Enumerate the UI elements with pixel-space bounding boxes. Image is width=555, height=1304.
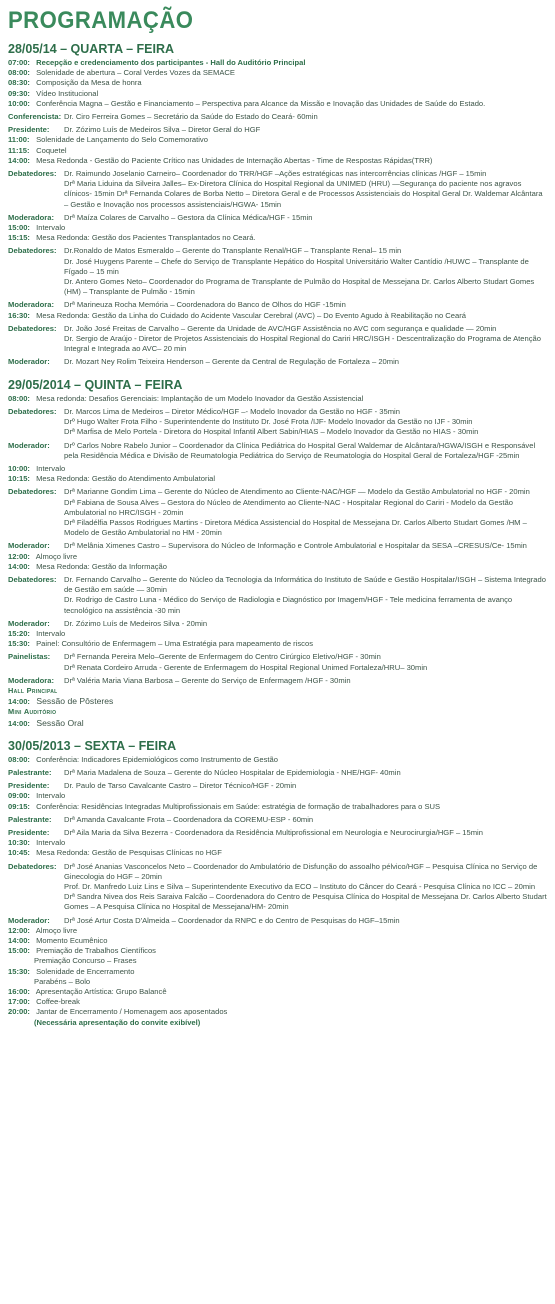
role-lines <box>64 828 547 838</box>
role-lines <box>64 357 547 367</box>
role-label: Painelistas: <box>8 652 51 662</box>
schedule-item <box>8 629 547 639</box>
schedule-item <box>8 802 547 812</box>
role-label: Moderadora: <box>8 675 54 685</box>
role-line: Drº Carlos Nobre Rabelo Junior – Coordenador da Clínica Pediátrica do Hospital Geral Waldemar de Alcântara/HGWA/ISGH e Responsável pela Residência Médica e Divisão de Reumatologia Pediátrica do Serviço de Reumatologia do Hospital Geral de Fortaleza/HGF -25min <box>64 440 536 460</box>
day-heading: 30/05/2013 – SEXTA – FEIRA <box>8 738 177 753</box>
schedule-item <box>8 78 547 88</box>
item-text: Intervalo <box>34 463 66 473</box>
item-time: 20:00: <box>8 1007 30 1017</box>
item-text: Coffee-break <box>34 997 80 1007</box>
item-text: Mesa Redonda: Gestão dos Pacientes Transplantados no Ceará. <box>34 233 256 243</box>
role-label: Presidente: <box>8 781 50 791</box>
role-label: Moderador: <box>8 357 50 367</box>
role-lines <box>64 213 547 223</box>
schedule-item <box>8 936 547 946</box>
role-block <box>8 112 547 122</box>
role-line: Dr. Fernando Carvalho – Gerente do Núcleo da Tecnologia da Informática do Instituto de Saúde e Gestão Hospitalar/ISGH – Sistema Integrado de Gestão em saúde — 30min <box>64 574 546 595</box>
role-line: Drª José Artur Costa D'Almeida – Coordenador da RNPC e do Centro de Pesquisas do HGF–15min <box>64 915 400 925</box>
role-label: Palestrante: <box>8 814 52 824</box>
role-line: Dr. Paulo de Tarso Cavalcante Castro – Diretor Técnico/HGF - 20min <box>64 781 297 791</box>
role-block <box>8 125 547 135</box>
item-time: 15:30: <box>8 966 30 976</box>
role-lines <box>64 652 547 672</box>
role-line: Drª Amanda Cavalcante Frota – Coordenadora da COREMU-ESP - 60min <box>64 814 314 824</box>
page-title: PROGRAMAÇÃO <box>8 7 194 34</box>
item-time: 10:45: <box>8 848 30 858</box>
item-text: Conferência Magna – Gestão e Financiamento – Perspectiva para Alcance da Missão e Inovação das Unidades de Saúde do Estado. <box>34 98 486 108</box>
item-text: Coquetel <box>34 145 67 155</box>
item-time: 10:00: <box>8 98 30 108</box>
role-line: Drª Marineuza Rocha Memória – Coordenadora do Banco de Olhos do HGF -15min <box>64 300 346 310</box>
schedule-item <box>8 718 547 729</box>
schedule-item <box>8 311 547 321</box>
role-block <box>8 676 547 686</box>
role-lines <box>64 441 547 461</box>
item-time: 10:00: <box>8 463 30 473</box>
schedule-item <box>8 848 547 858</box>
role-lines <box>64 246 547 297</box>
role-label: Debatedores: <box>8 246 57 256</box>
schedule-item <box>8 394 547 404</box>
role-block <box>8 324 547 355</box>
schedule-item <box>8 926 547 936</box>
item-time: 17:00: <box>8 997 30 1007</box>
role-line: Drª Marfisa de Melo Portela - Diretora do Hospital Infantil Albert Sabin/HIAS – Modelo Inovador da Gestão no HIAS - 30min <box>64 427 479 437</box>
role-lines <box>64 916 547 926</box>
item-text: Apresentação Artística: Grupo Balancê <box>34 987 167 997</box>
item-text: Intervalo <box>34 223 66 233</box>
item-time: 12:00: <box>8 551 30 561</box>
item-text: Almoço livre <box>34 925 78 935</box>
role-line: Drª Filadélfia Passos Rodrigues Martins - Diretora Médica Assistencial do Hospital de Messejana Dr. Carlos Alberto Studart Gomes /HM – Modelo de Gestão Ambulatorial no HM - 20min <box>64 517 527 538</box>
role-label: Presidente: <box>8 125 50 135</box>
item-text: Jantar de Encerramento / Homenagem aos aposentados <box>34 1007 228 1017</box>
item-time: 14:00: <box>8 155 30 165</box>
role-label: Moderador: <box>8 915 50 925</box>
schedule-item <box>8 233 547 243</box>
item-text: Sessão Oral <box>34 717 84 728</box>
venue-label: Hall Principal <box>8 685 58 695</box>
venue-label: Mini Auditório <box>8 707 57 717</box>
role-line: Drª Marianne Gondim Lima – Gerente do Núcleo de Atendimento ao Cliente-NAC/HGF — Modelo da Gestão Ambulatorial no HGF - 20min <box>64 487 530 497</box>
role-lines <box>64 112 547 122</box>
item-time: 15:00: <box>8 946 30 956</box>
item-text: Intervalo <box>34 628 66 638</box>
schedule-item <box>8 997 547 1007</box>
role-label: Palestrante: <box>8 767 52 777</box>
schedule-item <box>8 696 547 707</box>
schedule-item <box>8 838 547 848</box>
item-text: Almoço livre <box>34 551 78 561</box>
role-block <box>8 768 547 778</box>
role-label: Moderador: <box>8 440 50 450</box>
item-time: 09:15: <box>8 801 30 811</box>
item-text: Vídeo Institucional <box>34 88 99 98</box>
item-text: Mesa Redonda: Gestão do Atendimento Ambulatorial <box>34 474 216 484</box>
role-label: Moderadora: <box>8 300 54 310</box>
schedule-item <box>8 755 547 765</box>
item-text: Painel: Consultório de Enfermagem – Uma Estratégia para mapeamento de riscos <box>34 639 313 649</box>
item-time: 16:00: <box>8 987 30 997</box>
item-text: Conferência: Residências Integradas Multiprofissionais em Saúde: estratégia de formação de trabalhadores para o SUS <box>34 801 441 811</box>
schedule-item <box>8 223 547 233</box>
item-text: Sessão de Pôsteres <box>34 696 114 707</box>
role-line: Drª Melânia Ximenes Castro – Supervisora do Núcleo de Informação e Controle Ambulatorial e Hospitalar da SESA –CRESUS/Ce- 15min <box>64 541 527 551</box>
role-block <box>8 916 547 926</box>
role-block <box>8 619 547 629</box>
role-line: Dr.Ronaldo de Matos Esmeraldo – Gerente do Transplante Renal/HGF – Transplante Renal– 15 min <box>64 246 402 256</box>
item-text: Composição da Mesa de honra <box>34 78 142 88</box>
item-time: 14:00: <box>8 697 30 707</box>
role-line: Dr. Ciro Ferreira Gomes – Secretário da Saúde do Estado do Ceará- 60min <box>64 112 318 122</box>
role-line: Drª Maria Liduina da Silveira Jalles– Ex-Diretora Clínica do Hospital Regional da UNIMED (HRU) —Segurança do paciente nos agravos clínicos- 15min Drª Fernanda Colares de Borba Netto – Diretora Geral e de Processos Assistenciais do Hospital Geral Dr. Waldemar Alcântara – Gestão e Inovação nos processos assistenciais/HGWA- 15min <box>64 179 543 209</box>
role-block <box>8 213 547 223</box>
role-line: Drª Valéria Maria Viana Barbosa – Gerente do Serviço de Enfermagem /HGF - 30min <box>64 675 351 685</box>
role-lines <box>64 300 547 310</box>
day-separator <box>8 368 547 376</box>
schedule-item <box>8 552 547 562</box>
role-line: Dr. Antero Gomes Neto– Coordenador do Programa de Transplante de Pulmão do Hospital de Messejana Dr. Carlos Alberto Studart Gomes (HM) – Transplante de Pulmão - 15min <box>64 277 535 297</box>
role-block <box>8 357 547 367</box>
schedule-item <box>8 146 547 156</box>
schedule-item <box>8 562 547 572</box>
role-lines <box>64 575 547 616</box>
item-time: 11:00: <box>8 135 30 145</box>
role-label: Debatedores: <box>8 487 57 497</box>
sub-item: Parabéns – Bolo <box>34 976 91 986</box>
item-text: Mesa Redonda: Gestão da Linha do Cuidado do Acidente Vascular Cerebral (AVC) – Do Evento Agudo à Reabilitação no Ceará <box>34 310 466 320</box>
item-time: 15:15: <box>8 233 30 243</box>
role-lines <box>64 768 547 778</box>
schedule-item <box>8 474 547 484</box>
schedule-item <box>8 58 547 68</box>
role-line: Drª Fernanda Pereira Melo–Gerente de Enfermagem do Centro Cirúrgico Eletivo/HGF - 30min <box>64 652 381 662</box>
item-text: Solenidade de abertura – Coral Verdes Vozes da SEMACE <box>34 68 235 78</box>
role-label: Conferencista: <box>8 112 62 122</box>
role-lines <box>64 676 547 686</box>
role-line: Dr. Marcos Lima de Medeiros – Diretor Médico/HGF –- Modelo Inovador da Gestão no HGF - 35min <box>64 406 400 416</box>
role-label: Moderador: <box>8 541 50 551</box>
role-label: Debatedores: <box>8 169 57 179</box>
role-line: Drª Maria Madalena de Souza – Gerente do Núcleo Hospitalar de Epidemiologia - NHE/HGF- 40min <box>64 767 401 777</box>
item-text: Mesa redonda: Desafios Gerenciais: Implantação de um Modelo Inovador da Gestão Assistencial <box>34 393 364 403</box>
role-line: Drª Sandra Nivea dos Reis Saraiva Falcão – Coordenadora do Centro de Pesquisa Clínica do Hospital de Messejana Dr. Carlos Alberto Studart Gomes – A Pesquisa Clínica no Hospital de Messejana/HM- 20min <box>64 892 547 912</box>
schedule-item <box>8 135 547 145</box>
item-text: Premiação de Trabalhos Científicos <box>34 946 156 956</box>
role-line: Drª José Ananias Vasconcelos Neto – Coordenador do Ambulatório de Disfunção do assoalho pélvico/HGF – Pesquisa Clínica no Serviço de Ginecologia do HGF – 20min <box>64 861 538 881</box>
role-line: Dr. Rodrigo de Castro Luna - Médico do Serviço de Radiologia e Diagnóstico por Imagem/HGF - Tele medicina ferramenta de avanço tecnológico na assistência -30 min <box>64 595 513 615</box>
item-text: Mesa Redonda: Gestão de Pesquisas Clínicas no HGF <box>34 848 222 858</box>
day-separator <box>8 729 547 737</box>
item-text: Intervalo <box>34 838 66 848</box>
role-block <box>8 300 547 310</box>
schedule-item <box>8 987 547 997</box>
item-time: 10:30: <box>8 838 30 848</box>
item-text: Mesa Redonda - Gestão do Paciente Crítico nas Unidades de Internação Abertas - Time de Respostas Rápidas(TRR) <box>34 155 433 165</box>
item-time: 07:00: <box>8 58 30 67</box>
item-time: 08:00: <box>8 754 30 764</box>
item-text: Momento Ecumênico <box>34 936 108 946</box>
role-line: Dr. José Huygens Parente – Chefe do Serviço de Transplante Hepático do Hospital Universitário Walter Cantídio /HUWC – Transplante de Fígado – 15 min <box>64 256 529 276</box>
role-line: Dr. Zózimo Luís de Medeiros Silva – Diretor Geral do HGF <box>64 125 261 135</box>
item-text: Mesa Redonda: Gestão da Informação <box>34 561 167 571</box>
role-lines <box>64 324 547 355</box>
sub-item: (Necessária apresentação do convite exibível) <box>34 1017 201 1027</box>
item-time: 08:00: <box>8 393 30 403</box>
role-block <box>8 487 547 538</box>
role-lines <box>64 619 547 629</box>
role-line: Dr. Sergio de Araújo - Diretor de Projetos Assistenciais do Hospital Regional do Cariri HRC/ISGH - Descentralização do Programa de Atenção Integral e Integrada ao AVC– 20 min <box>64 334 541 354</box>
item-time: 15:30: <box>8 639 30 649</box>
role-lines <box>64 815 547 825</box>
role-lines <box>64 862 547 913</box>
role-label: Debatedores: <box>8 861 57 871</box>
schedule-item <box>8 946 547 956</box>
item-time: 09:00: <box>8 791 30 801</box>
day-heading: 28/05/14 – QUARTA – FEIRA <box>8 42 175 56</box>
role-line: Dr. Raimundo Joselanio Carneiro– Coordenador do TRR/HGF –Ações estratégicas nas intercorrências clínicas /HGF – 15min <box>64 169 487 179</box>
role-line: Dr. Mozart Ney Rolim Teixeira Henderson – Gerente da Central de Regulação de Fortaleza – 20min <box>64 357 399 367</box>
role-block <box>8 441 547 461</box>
item-time: 12:00: <box>8 925 30 935</box>
role-label: Debatedores: <box>8 323 57 333</box>
role-label: Moderadora: <box>8 212 54 222</box>
role-line: Drª Renata Cordeiro Arruda - Gerente de Enfermagem do Hospital Regional Unimed Fortaleza/HRU– 30min <box>64 662 428 672</box>
role-block <box>8 407 547 438</box>
role-lines <box>64 781 547 791</box>
role-block <box>8 815 547 825</box>
item-time: 14:00: <box>8 718 30 728</box>
role-lines <box>64 487 547 538</box>
schedule-item <box>8 464 547 474</box>
item-time: 15:00: <box>8 223 30 233</box>
role-line: Drª Maíza Colares de Carvalho – Gestora da Clínica Médica/HGF - 15min <box>64 212 313 222</box>
item-time: 08:00: <box>8 68 30 78</box>
role-label: Presidente: <box>8 828 50 837</box>
days-container <box>8 42 547 1028</box>
role-line: Dr. Zózimo Luís de Medeiros Silva - 20min <box>64 618 208 628</box>
schedule-item <box>8 68 547 78</box>
schedule-item <box>8 639 547 649</box>
schedule-item <box>8 89 547 99</box>
role-block <box>8 652 547 672</box>
schedule-item <box>8 791 547 801</box>
role-block <box>8 828 547 838</box>
item-text: Recepção e credenciamento dos participantes - Hall do Auditório Principal <box>34 58 306 67</box>
schedule-item <box>8 1007 547 1017</box>
sub-item: Premiação Concurso – Frases <box>34 956 137 966</box>
item-time: 16:30: <box>8 310 30 320</box>
item-time: 11:15: <box>8 145 30 155</box>
role-label: Moderador: <box>8 618 50 628</box>
day-heading: 29/05/2014 – QUINTA – FEIRA <box>8 377 183 392</box>
item-time: 08:30: <box>8 78 30 88</box>
item-text: Solenidade de Lançamento do Selo Comemorativo <box>34 135 208 145</box>
item-text: Intervalo <box>34 791 66 801</box>
role-line: Drª Fabiana de Sousa Alves – Gestora do Núcleo de Atendimento ao Cliente-NAC - Hospitalar Regional do Cariri - Modelo da Gestão Ambulatorial no HRC/ISGH - 20min <box>64 497 513 517</box>
item-time: 14:00: <box>8 561 30 571</box>
item-time: 09:30: <box>8 88 30 98</box>
role-line: Dr. João José Freitas de Carvalho – Gerente da Unidade de AVC/HGF Assistência no AVC com segurança e qualidade — 20min <box>64 323 497 333</box>
role-block <box>8 541 547 551</box>
item-time: 10:15: <box>8 474 30 484</box>
item-text: Solenidade de Encerramento <box>34 966 135 976</box>
role-block <box>8 169 547 210</box>
role-label: Debatedores: <box>8 406 57 416</box>
item-time: 14:00: <box>8 936 30 946</box>
item-time: 15:20: <box>8 628 30 638</box>
item-text: Conferência: Indicadores Epidemiológicos como Instrumento de Gestão <box>34 754 278 764</box>
role-line: Drº Hugo Walter Frota Filho - Superintendente do Instituto Dr. José Frota /IJF- Modelo Inovador da Gestão no IJF - 30min <box>64 417 473 427</box>
role-block <box>8 862 547 913</box>
role-lines <box>64 169 547 210</box>
schedule-item <box>8 156 547 166</box>
role-lines <box>64 541 547 551</box>
role-block <box>8 575 547 616</box>
schedule-item <box>8 967 547 977</box>
schedule-item <box>8 99 547 109</box>
role-line: Drª Aila Maria da Silva Bezerra - Coordenadora da Residência Multiprofissional em Neurologia e Neurocirurgia/HGF – 15min <box>64 828 483 837</box>
role-block <box>8 781 547 791</box>
role-block <box>8 246 547 297</box>
role-lines <box>64 125 547 135</box>
role-label: Debatedores: <box>8 574 57 584</box>
role-line: Prof. Dr. Manfredo Luiz Lins e Silva – Superintendente Executivo da ECO – Instituto do Câncer do Ceará - Pesquisa Clínica no ICC – 20min <box>64 882 536 892</box>
role-lines <box>64 407 547 438</box>
